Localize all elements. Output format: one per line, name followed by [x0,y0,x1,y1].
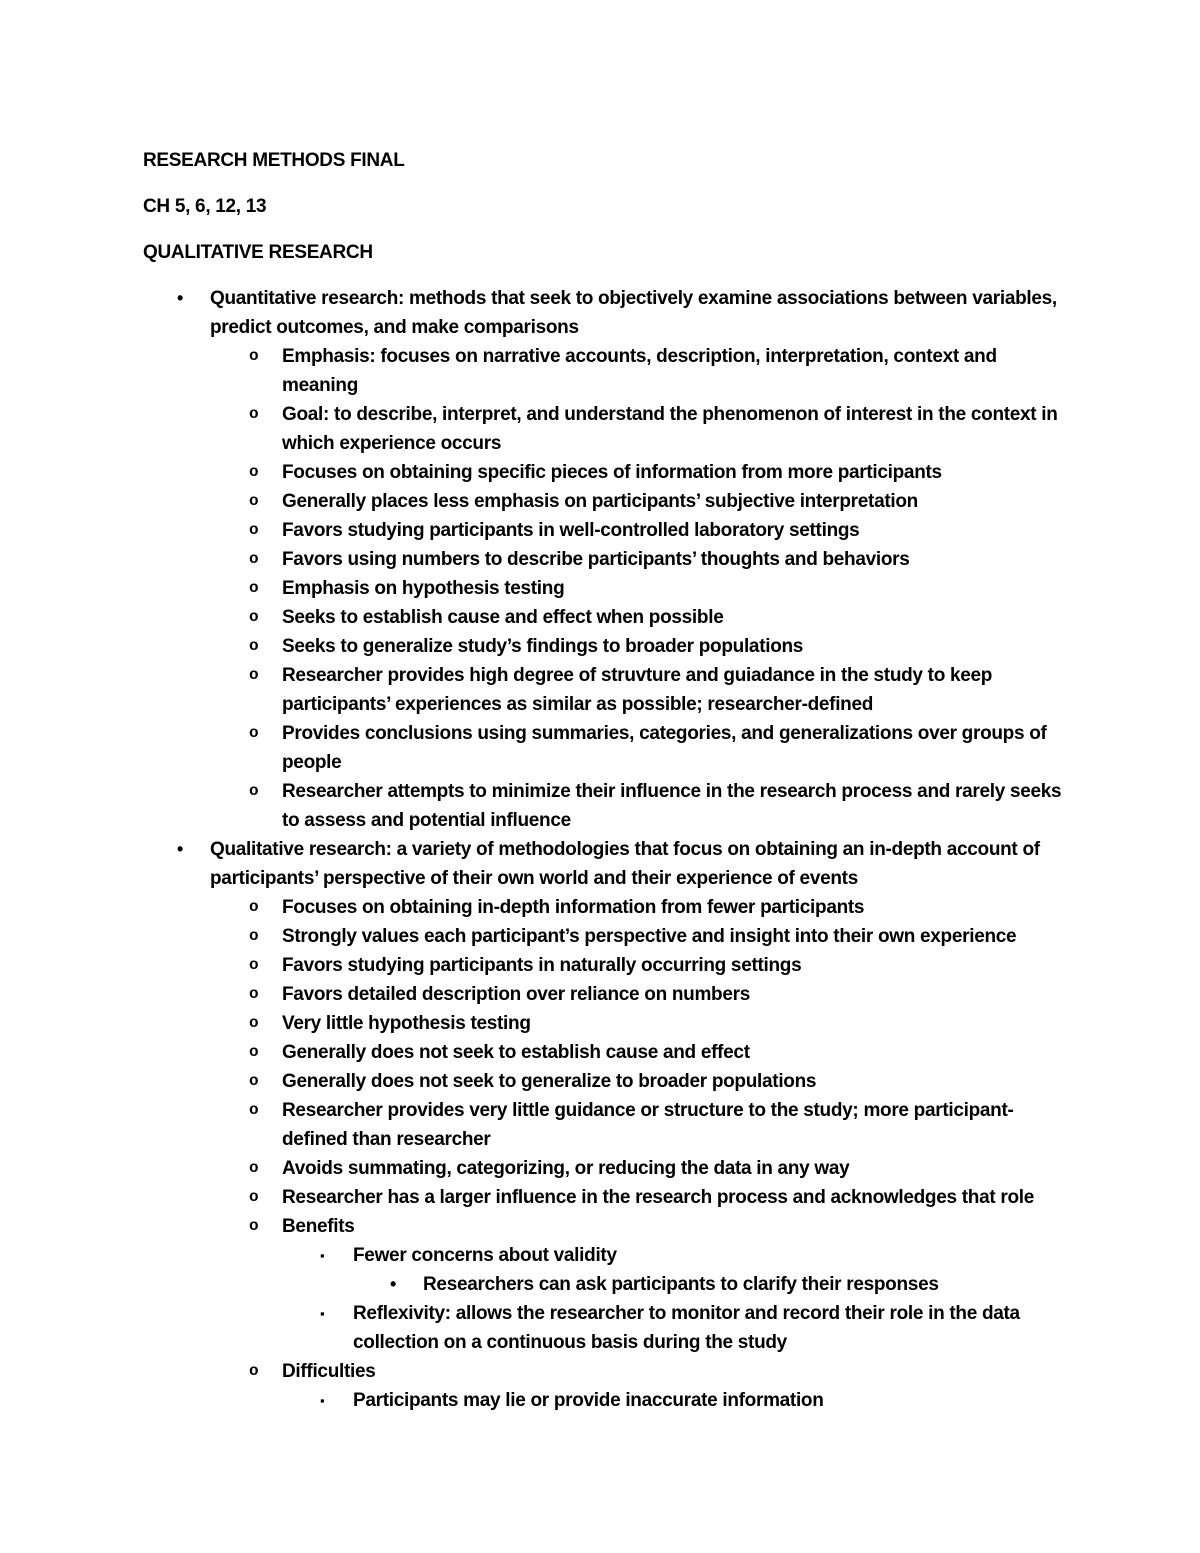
bullet-icon: o [249,956,259,974]
list-item-text: Researcher attempts to minimize their influence in the research process and rarely seeks to assess and potential influence [282,781,1062,831]
bullet-icon: o [249,405,259,423]
list-item [143,487,1062,516]
list-item [143,835,1062,893]
list-item-text: Avoids summating, categorizing, or reducing the data in any way [282,1158,850,1179]
list-item-text: Quantitative research: methods that seek to objectively examine associations between variables, predict outcomes, and make comparisons [210,288,1057,338]
list-item-text: Generally places less emphasis on participants’ subjective interpretation [282,491,918,512]
list-item-text: Favors detailed description over reliance on numbers [282,984,750,1005]
bullet-icon: ▪ [320,1393,325,1408]
list-item [143,342,1062,400]
bullet-icon: • [177,839,184,859]
bullet-icon: ▪ [320,1248,325,1263]
list-item [143,893,1062,922]
list-item-text: Favors using numbers to describe participants’ thoughts and behaviors [282,549,910,570]
list-item-text: Participants may lie or provide inaccurate information [353,1390,824,1411]
list-item [143,603,1062,632]
list-item [143,1038,1062,1067]
bullet-icon: o [249,637,259,655]
list-item [143,1270,1062,1299]
list-item-text: Fewer concerns about validity [353,1245,617,1266]
list-item [143,400,1062,458]
bullet-icon: o [249,666,259,684]
bullet-icon: o [249,347,259,365]
list-item-text: Difficulties [282,1361,376,1382]
list-item-text: Generally does not seek to generalize to broader populations [282,1071,817,1092]
list-item [143,1183,1062,1212]
list-item [143,1009,1062,1038]
bullet-icon: o [249,1072,259,1090]
list-item [143,1096,1062,1154]
list-item-text: Favors studying participants in well-controlled laboratory settings [282,520,860,541]
bullet-icon: o [249,1014,259,1032]
list-item [143,1067,1062,1096]
list-item-text: Seeks to generalize study’s findings to broader populations [282,636,804,657]
list-item [143,1299,1062,1357]
list-item [143,1241,1062,1270]
bullet-icon: o [249,985,259,1003]
bullet-icon: • [390,1274,397,1294]
list-item [143,922,1062,951]
bullet-icon: o [249,1217,259,1235]
list-item [143,1357,1062,1386]
bullet-icon: o [249,521,259,539]
list-item [143,516,1062,545]
list-item-text: Qualitative research: a variety of methodologies that focus on obtaining an in-depth account of participants’ perspective of their own world and their experience of events [210,839,1040,889]
list-item-text: Favors studying participants in naturally occurring settings [282,955,802,976]
bullet-icon: o [249,550,259,568]
doc-title: RESEARCH METHODS FINAL [143,150,405,171]
bullet-icon: o [249,1188,259,1206]
list-item-text: Researcher provides high degree of struvture and guiadance in the study to keep participants’ experiences as similar as possible; researcher-defined [282,665,993,715]
bullet-icon: o [249,579,259,597]
bullet-icon: o [249,608,259,626]
list-item [143,1386,1062,1415]
list-item [143,545,1062,574]
list-item-text: Researchers can ask participants to clarify their responses [423,1274,939,1295]
list-item [143,574,1062,603]
list-item [143,632,1062,661]
list-item-text: Goal: to describe, interpret, and understand the phenomenon of interest in the context in which experience occurs [282,404,1058,454]
list-item-text: Emphasis on hypothesis testing [282,578,565,599]
list-item-text: Researcher provides very little guidance or structure to the study; more participant-defined than researcher [282,1100,1014,1150]
list-item [143,1154,1062,1183]
list-item [143,661,1062,719]
list-item-text: Researcher has a larger influence in the research process and acknowledges that role [282,1187,1035,1208]
bullet-icon: o [249,1043,259,1061]
list-item-text: Seeks to establish cause and effect when possible [282,607,724,628]
list-item-text: Provides conclusions using summaries, categories, and generalizations over groups of people [282,723,1047,773]
bullet-icon: o [249,927,259,945]
bullet-icon: o [249,463,259,481]
bullet-icon: o [249,724,259,742]
list-item [143,777,1062,835]
bullet-icon: o [249,492,259,510]
list-item-text: Focuses on obtaining in-depth information from fewer participants [282,897,865,918]
bullet-icon: o [249,1362,259,1380]
bullet-icon: o [249,782,259,800]
list-item [143,719,1062,777]
section-heading: QUALITATIVE RESEARCH [143,242,373,263]
list-item [143,458,1062,487]
list-item-text: Very little hypothesis testing [282,1013,531,1034]
list-item-text: Emphasis: focuses on narrative accounts, description, interpretation, context and meaning [282,346,997,396]
list-item [143,980,1062,1009]
bullet-icon: o [249,1101,259,1119]
bullet-list [143,284,1062,1415]
bullet-icon: • [177,288,184,308]
list-item-text: Strongly values each participant’s perspective and insight into their own experience [282,926,1017,947]
list-item-text: Focuses on obtaining specific pieces of information from more participants [282,462,942,483]
bullet-icon: ▪ [320,1306,325,1321]
headers-section [143,146,1062,267]
list-item-text: Reflexivity: allows the researcher to monitor and record their role in the data collection on a continuous basis during the study [353,1303,1020,1353]
list-item-text: Generally does not seek to establish cause and effect [282,1042,750,1063]
bullet-icon: o [249,898,259,916]
list-item-text: Benefits [282,1216,355,1237]
list-item [143,284,1062,342]
list-item [143,1212,1062,1241]
bullet-icon: o [249,1159,259,1177]
chapters-line: CH 5, 6, 12, 13 [143,196,267,217]
list-item [143,951,1062,980]
